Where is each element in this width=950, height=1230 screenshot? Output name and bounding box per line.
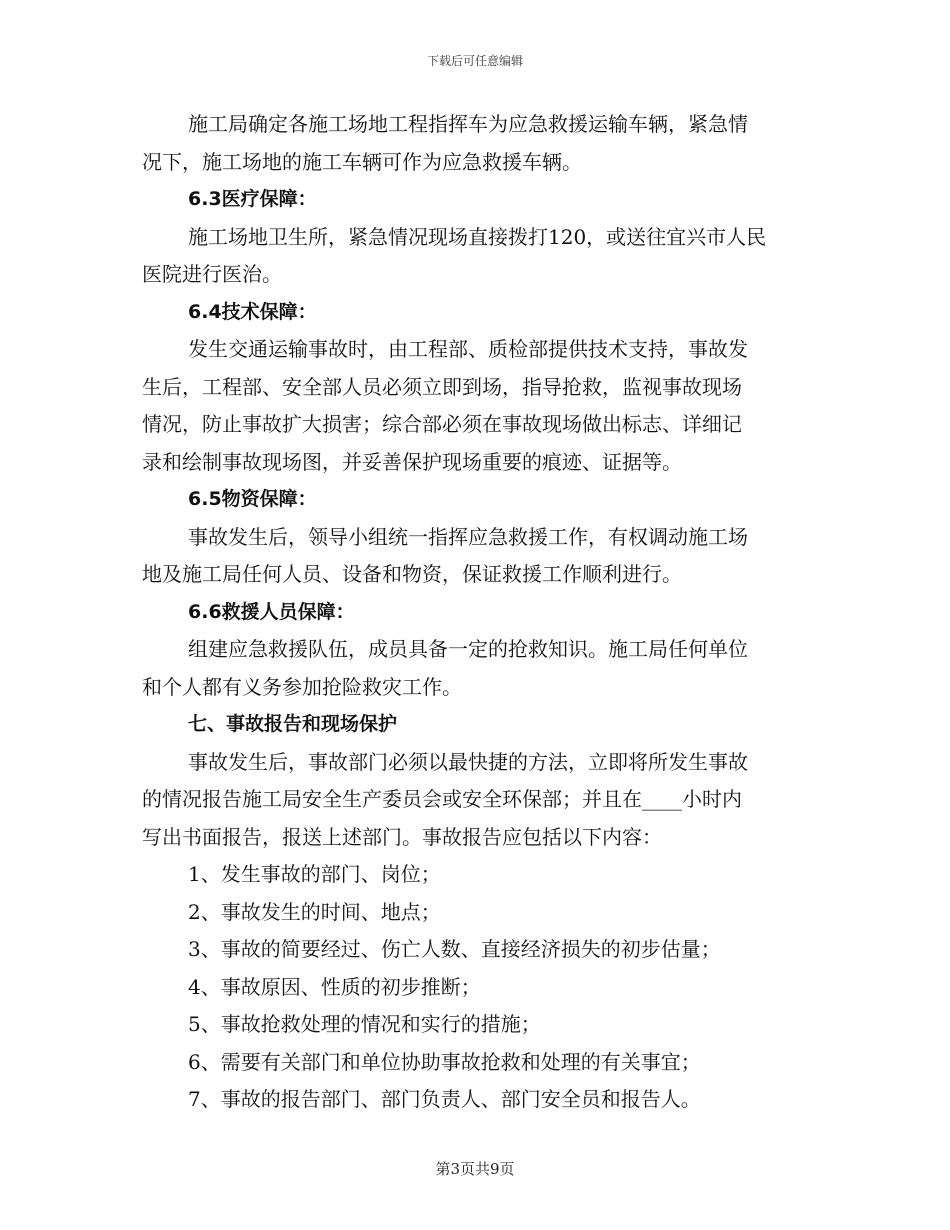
paragraph-line: 医院进行医治。	[142, 262, 282, 286]
paragraph-line: 情况，防止事故扩大损害；综合部必须在事故现场做出标志、详细记	[142, 412, 742, 436]
paragraph-line: 组建应急救援队伍，成员具备一定的抢救知识。施工局任何单位	[188, 637, 748, 661]
page-number: 第3页共9页	[435, 1160, 515, 1178]
paragraph-line: 况下，施工场地的施工车辆可作为应急救援车辆。	[142, 149, 582, 174]
section-heading: 6.5物资保障：	[188, 488, 317, 510]
page-header: 下载后可任意编辑	[426, 54, 523, 68]
chapter-heading: 七、事故报告和现场保护	[188, 713, 398, 735]
section-heading: 6.6救援人员保障：	[188, 600, 355, 623]
paragraph-line: 录和绘制事故现场图，并妥善保护现场重要的痕迹、证据等。	[142, 449, 682, 474]
paragraph-line: 事故发生后，事故部门必须以最快捷的方法，立即将所发生事故	[188, 749, 748, 774]
paragraph-line: 地及施工局任何人员、设备和物资，保证救援工作顺利进行。	[142, 562, 682, 586]
paragraph-line: 施工局确定各施工场地工程指挥车为应急救援运输车辆，紧急情	[188, 112, 748, 136]
paragraph-line: 写出书面报告，报送上述部门。事故报告应包括以下内容：	[142, 824, 662, 849]
list-item: 3、事故的简要经过、伤亡人数、直接经济损失的初步估量；	[188, 937, 721, 961]
paragraph-line: 发生交通运输事故时，由工程部、质检部提供技术支持，事故发	[188, 337, 748, 361]
paragraph-line: 施工场地卫生所，紧急情况现场直接拨打120，或送往宜兴市人民	[188, 224, 767, 249]
document-body	[142, 106, 808, 1119]
paragraph-line: 和个人都有义务参加抢险救灾工作。	[142, 674, 462, 699]
list-item: 4、事故原因、性质的初步推断；	[188, 974, 481, 999]
section-heading: 6.4技术保障：	[188, 300, 317, 323]
list-item: 5、事故抢救处理的情况和实行的措施；	[188, 1012, 541, 1036]
paragraph-line: 生后，工程部、安全部人员必须立即到场，指导抢救，监视事故现场	[142, 374, 742, 399]
paragraph-line: 事故发生后，领导小组统一指挥应急救援工作，有权调动施工场	[188, 524, 748, 549]
list-item: 6、需要有关部门和单位协助事故抢救和处理的有关事宜；	[188, 1049, 701, 1074]
list-item: 7、事故的报告部门、部门负责人、部门安全员和报告人。	[188, 1087, 701, 1111]
list-item: 1、发生事故的部门、岗位；	[188, 862, 441, 886]
list-item: 2、事故发生的时间、地点；	[188, 899, 441, 924]
paragraph-line: 的情况报告施工局安全生产委员会或安全环保部；并且在____小时内	[142, 787, 742, 811]
section-heading: 6.3医疗保障：	[188, 188, 317, 210]
